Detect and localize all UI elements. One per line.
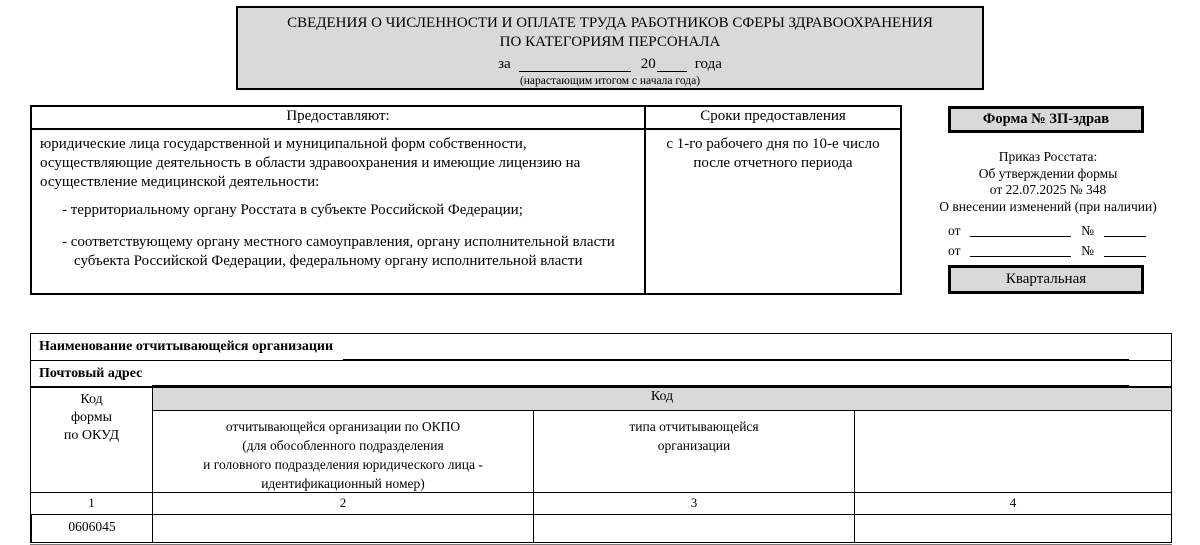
form-title-line1: СВЕДЕНИЯ О ЧИСЛЕННОСТИ И ОПЛАТЕ ТРУДА РАБОТНИКОВ СФЕРЫ ЗДРАВООХРАНЕНИЯ	[287, 15, 933, 31]
okpo-code-header	[153, 411, 534, 493]
rosstat-order-block	[922, 149, 1174, 215]
amendment-number-label: №	[1081, 223, 1094, 238]
periodicity-label: Квартальная	[1005, 271, 1087, 287]
reporting-period-line	[238, 56, 982, 72]
form-number-label: Форма № ЗП-здрав	[982, 111, 1110, 127]
okpo-header-line: и головного подразделения юридического лица -	[203, 457, 483, 472]
column-number-2: 2	[153, 493, 534, 515]
recipient-item-2: - соответствующему органу местного самоуправления, органу исполнительной власти субъекта Российской Федерации, федеральному органу исполнительной власти	[62, 234, 615, 269]
okpo-code-value	[153, 515, 534, 543]
recipient-item-1: - территориальному органу Росстата в субъекте Российской Федерации;	[62, 202, 523, 218]
deadline-body-cell	[646, 130, 900, 293]
year-suffix-label: года	[694, 56, 722, 72]
org-type-code-header	[534, 411, 855, 493]
amendment-number-blank	[1104, 244, 1146, 257]
order-title: Приказ Росстата:	[998, 149, 1098, 164]
amendment-date-blank	[970, 224, 1071, 237]
year-blank-line	[657, 59, 687, 72]
amendment-number-blank	[1104, 224, 1146, 237]
form-title-line2: ПО КАТЕГОРИЯМ ПЕРСОНАЛА	[499, 34, 721, 50]
code-band-header	[153, 388, 1172, 411]
period-blank-line	[519, 59, 631, 72]
year-prefix-label: 20	[640, 56, 656, 72]
okud-header-line: по ОКУД	[63, 428, 120, 443]
cumulative-total-note: (нарастающим итогом с начала года)	[519, 75, 701, 87]
deadline-header: Сроки предоставления	[646, 107, 900, 130]
amendment-date-rows	[948, 219, 1146, 259]
period-prefix-label: за	[498, 56, 511, 72]
postal-address-label: Почтовый адрес	[39, 365, 143, 381]
okud-header-line: формы	[70, 410, 113, 425]
amendment-date-label: от	[948, 223, 961, 238]
amendment-number-label: №	[1081, 243, 1094, 258]
org-name-blank-line	[343, 353, 1129, 360]
providers-body-cell	[32, 130, 646, 293]
org-name-label: Наименование отчитывающейся организации	[39, 339, 334, 354]
column-number-3: 3	[534, 493, 855, 515]
organization-codes-table	[30, 333, 1172, 543]
providers-header: Предоставляют:	[32, 107, 646, 130]
org-type-code-value	[534, 515, 855, 543]
amendments-line: О внесении изменений (при наличии)	[939, 198, 1157, 214]
okpo-header-line: идентификационный номер)	[261, 476, 425, 491]
empty-code-header	[855, 411, 1172, 493]
providers-table	[30, 105, 902, 295]
okud-header-line: Код	[80, 392, 103, 407]
order-date-number: от 22.07.2025 № 348	[989, 182, 1107, 197]
periodicity-box	[948, 265, 1144, 294]
amendment-date-blank	[970, 244, 1071, 257]
amendment-date-label: от	[948, 243, 961, 258]
form-number-box	[948, 106, 1144, 133]
okud-form-code-header	[30, 388, 153, 493]
org-type-header-line: типа отчитывающейся	[629, 419, 759, 434]
postal-address-blank-line	[152, 379, 1129, 386]
code-band-label: Код	[650, 389, 674, 404]
okud-code-value: 0606045	[30, 515, 153, 543]
order-approval-line: Об утверждении формы	[978, 165, 1118, 181]
org-name-row	[30, 333, 1172, 361]
amendment-row-2	[948, 239, 1146, 259]
column-number-1: 1	[30, 493, 153, 515]
amendment-row-1	[948, 219, 1146, 239]
org-type-header-line: организации	[657, 438, 731, 453]
okpo-header-line: (для обособленного подразделения	[242, 438, 444, 453]
column-number-4: 4	[855, 493, 1172, 515]
empty-code-value	[855, 515, 1172, 543]
deadline-text: с 1-го рабочего дня по 10-е число после отчетного периода	[666, 136, 880, 171]
form-title-box	[236, 6, 984, 90]
okpo-header-line: отчитывающейся организации по ОКПО	[225, 419, 461, 434]
providers-intro-text: юридические лица государственной и муниципальной форм собственности, осуществляющие деятельность в области здравоохранения и имеющие лицензию на осуществление медицинской деятельности:	[40, 136, 581, 190]
postal-address-row	[30, 361, 1172, 388]
